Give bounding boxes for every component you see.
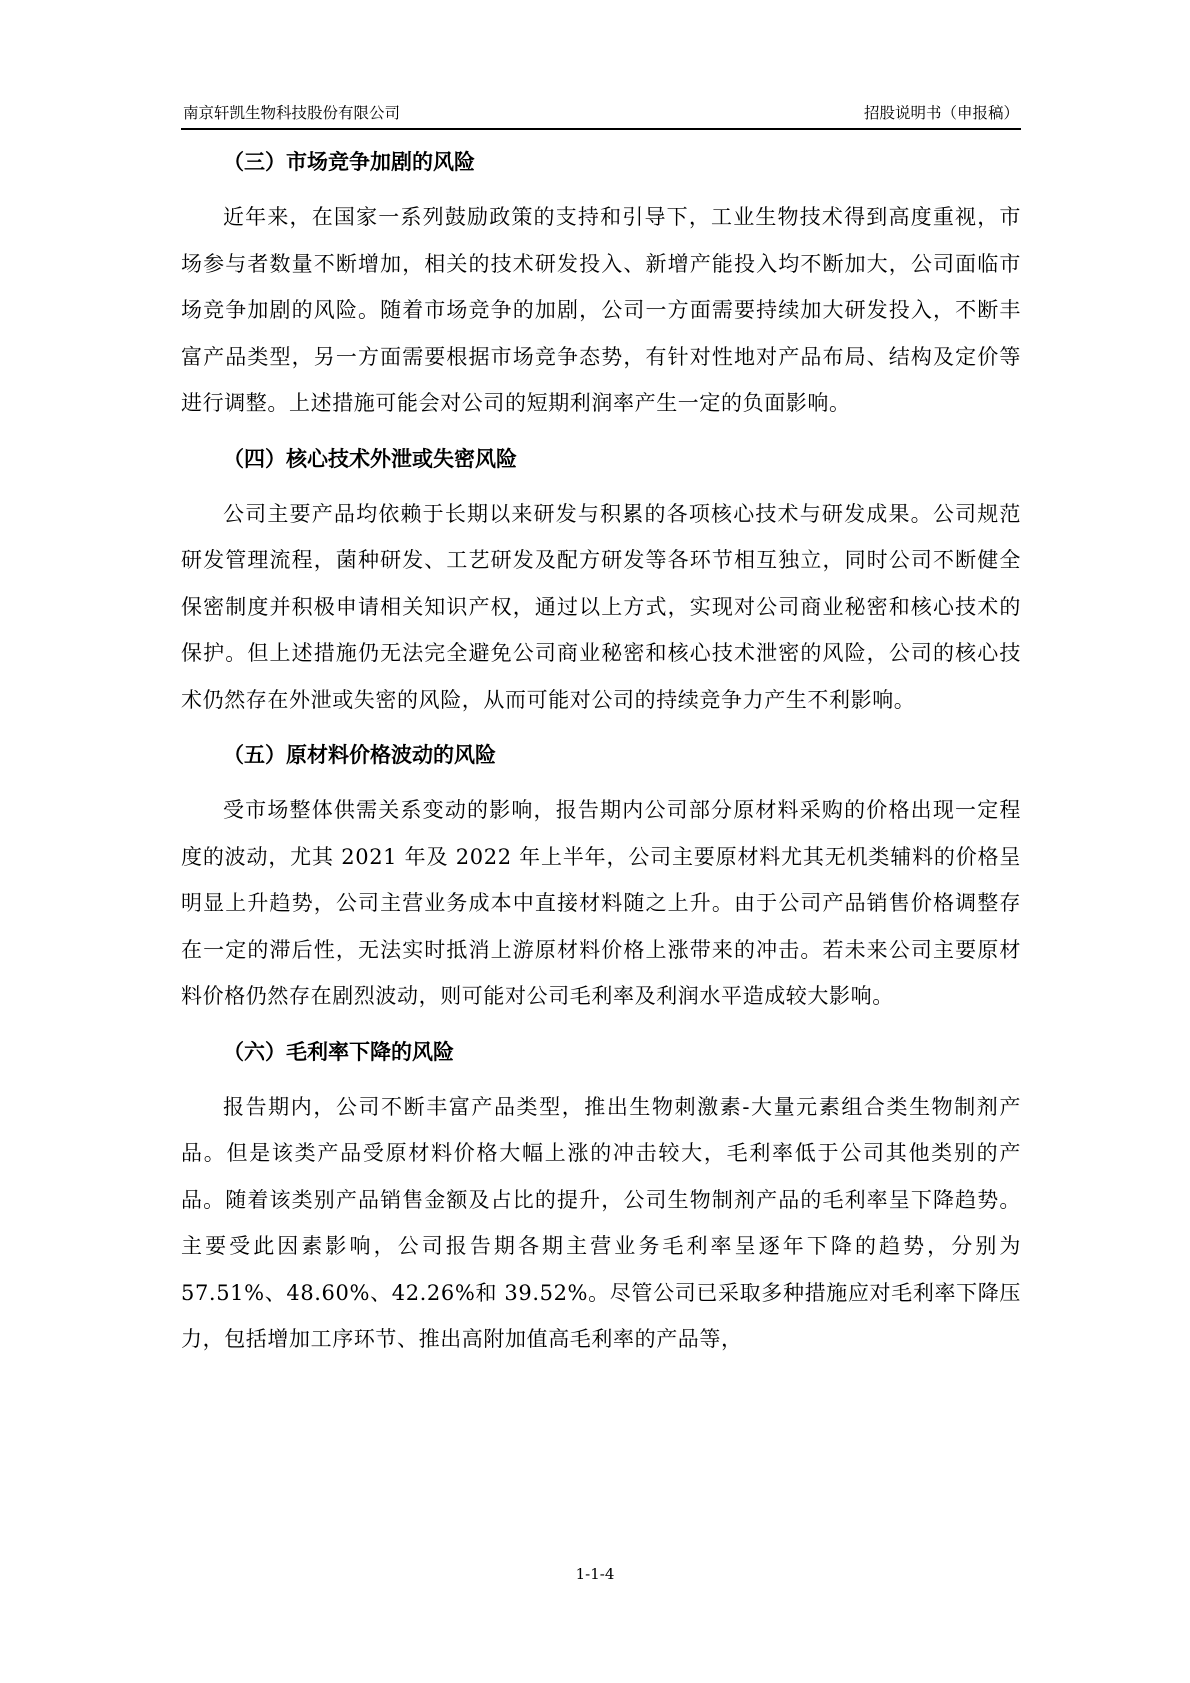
section-paragraph: 受市场整体供需关系变动的影响，报告期内公司部分原材料采购的价格出现一定程度的波动，尤其 2021 年及 2022 年上半年，公司主要原材料尤其无机类辅料的价格呈明显上升趋势，公司主营业务成本中直接材料随之上升。由于公司产品销售价格调整存在一定的滞后性，无法实时抵消上游原材料价格上涨带来的冲击。若未来公司主要原材料价格仍然存在剧烈波动，则可能对公司毛利率及利润水平造成较大影响。 [181, 798, 1021, 1008]
page-number: 1-1-4 [575, 1565, 615, 1583]
section-raw-material-price [181, 731, 1021, 1020]
section-title: （五）原材料价格波动的风险 [223, 743, 496, 767]
section-paragraph: 近年来，在国家一系列鼓励政策的支持和引导下，工业生物技术得到高度重视，市场参与者数量不断增加，相关的技术研发投入、新增产能投入均不断加大，公司面临市场竞争加剧的风险。随着市场竞争的加剧，公司一方面需要持续加大研发投入，不断丰富产品类型，另一方面需要根据市场竞争态势，有针对性地对产品布局、结构及定价等进行调整。上述措施可能会对公司的短期利润率产生一定的负面影响。 [181, 205, 1021, 415]
section-title: （六）毛利率下降的风险 [223, 1039, 454, 1064]
header-company-name: 南京轩凯生物科技股份有限公司 [183, 104, 401, 122]
section-gross-margin-decline [181, 1028, 1021, 1363]
section-market-competition [181, 138, 1021, 427]
header-document-type: 招股说明书（申报稿） [863, 104, 1019, 122]
main-content [181, 138, 1021, 1371]
section-core-technology-leak [181, 435, 1021, 724]
section-paragraph: 报告期内，公司不断丰富产品类型，推出生物刺激素-大量元素组合类生物制剂产品。但是该类产品受原材料价格大幅上涨的冲击较大，毛利率低于公司其他类别的产品。随着该类别产品销售金额及占比的提升，公司生物制剂产品的毛利率呈下降趋势。主要受此因素影响，公司报告期各期主营业务毛利率呈逐年下降的趋势，分别为 57.51%、48.60%、42.26%和 39.52%。尽管公司已采取多种措施应对毛利率下降压力，包括增加工序环节、推出高附加值高毛利率的产品等， [181, 1094, 1021, 1351]
section-title: （三）市场竞争加剧的风险 [223, 150, 475, 174]
section-title: （四）核心技术外泄或失密风险 [223, 446, 517, 471]
section-paragraph: 公司主要产品均依赖于长期以来研发与积累的各项核心技术与研发成果。公司规范研发管理流程，菌种研发、工艺研发及配方研发等各环节相互独立，同时公司不断健全保密制度并积极申请相关知识产权，通过以上方式，实现对公司商业秘密和核心技术的保护。但上述措施仍无法完全避免公司商业秘密和核心技术泄密的风险，公司的核心技术仍然存在外泄或失密的风险，从而可能对公司的持续竞争力产生不利影响。 [181, 501, 1021, 712]
page-header [181, 98, 1021, 130]
